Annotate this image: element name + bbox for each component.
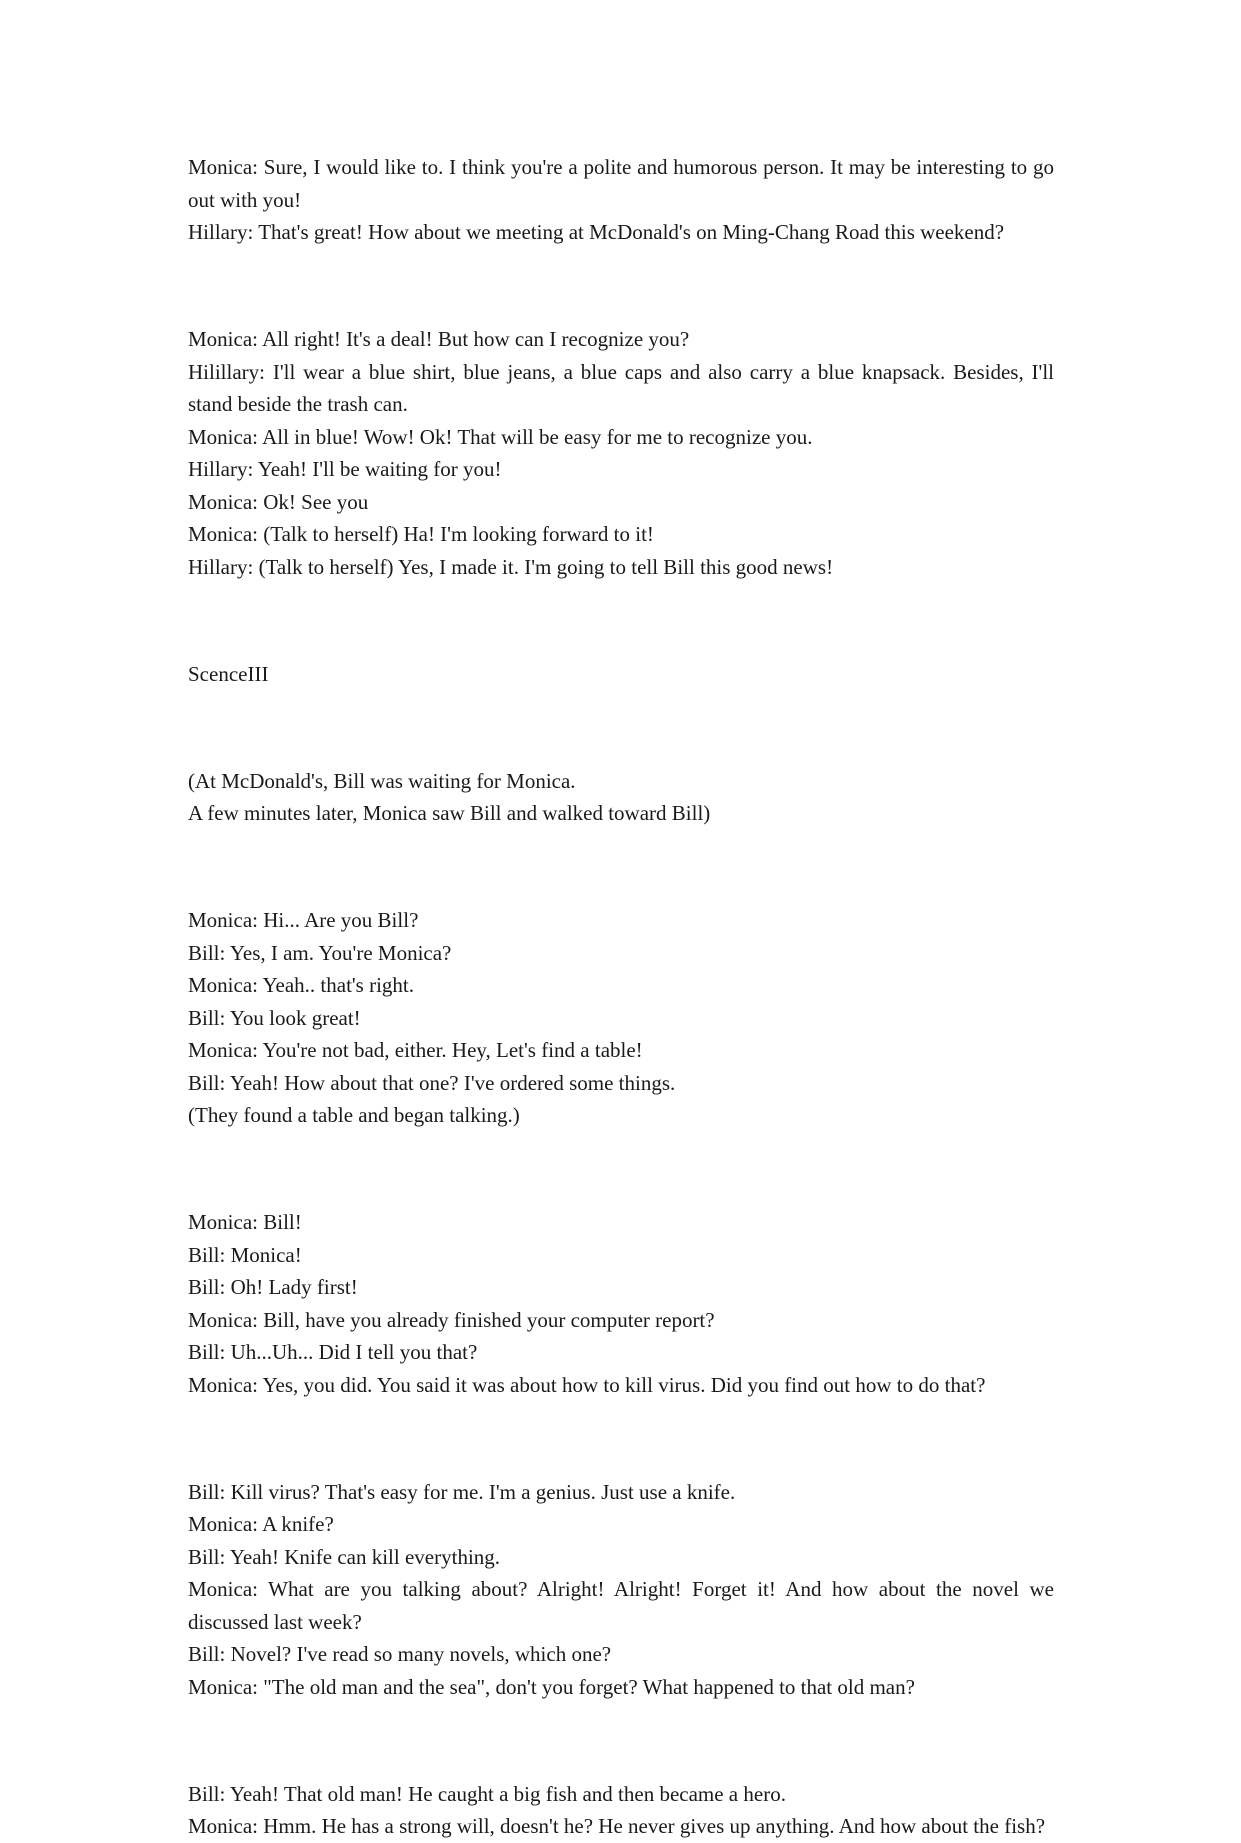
dialogue-line: Bill: You look great! [188,1005,361,1030]
dialogue-line: Monica: Hi... Are you Bill? [188,908,419,932]
dialogue-line: Monica: Yes, you did. You said it was about how to kill virus. Did you find out how to do that? [188,1372,986,1397]
dialogue-line: Monica: A knife? [188,1512,334,1536]
dialogue-line: Monica: (Talk to herself) Ha! I'm looking forward to it! [188,522,654,546]
dialogue-line: Bill: Yeah! Knife can kill everything. [188,1544,501,1569]
dialogue-line: Bill: Oh! Lady first! [188,1275,358,1299]
dialogue-line: Bill: Novel? I've read so many novels, which one? [188,1642,612,1666]
dialogue-line: Monica: All right! It's a deal! But how can I recognize you? [188,327,690,351]
dialogue-line: Hillary: That's great! How about we meeting at McDonald's on Ming-Chang Road this weekend? [188,220,1005,244]
blank-line [188,1153,1054,1186]
dialogue-line: Bill: Yeah! How about that one? I've ordered some things. [188,1070,676,1095]
dialogue-line: Monica: All in blue! Wow! Ok! That will be easy for me to recognize you. [188,424,813,449]
dialogue-line: Bill: Uh...Uh... Did I tell you that? [188,1340,478,1364]
blank-line [188,1422,1054,1455]
document-page [188,151,1054,1843]
dialogue-line: Monica: Bill, have you already finished your computer report? [188,1307,715,1332]
dialogue-line: Monica: Yeah.. that's right. [188,973,415,997]
dialogue-line: Hilillary: I'll wear a blue shirt, blue jeans, a blue caps and also carry a blue knapsack. Besides, I'll stand beside the trash can. [188,359,1054,416]
dialogue-line: A few minutes later, Monica saw Bill and walked toward Bill) [188,801,711,825]
blank-line [188,1724,1054,1757]
dialogue-line: Monica: You're not bad, either. Hey, Let's find a table! [188,1038,643,1062]
dialogue-line: Monica: Sure, I would like to. I think you're a polite and humorous person. It may be interesting to go out with you! [188,155,1054,212]
dialogue-line: Monica: Ok! See you [188,489,369,514]
blank-line [188,851,1054,884]
dialogue-line: ScenceIII [188,661,269,686]
dialogue-line: Bill: Kill virus? That's easy for me. I'm a genius. Just use a knife. [188,1479,736,1504]
dialogue-line: (They found a table and began talking.) [188,1103,520,1127]
dialogue-line: Monica: Bill! [188,1210,302,1234]
dialogue-line: Hillary: Yeah! I'll be waiting for you! [188,457,502,481]
dialogue-line: Hillary: (Talk to herself) Yes, I made it. I'm going to tell Bill this good news! [188,554,834,579]
dialogue-line: Monica: Hmm. He has a strong will, doesn't he? He never gives up anything. And how about the fish? [188,1814,1046,1838]
blank-line [188,711,1054,744]
dialogue-line: Bill: Yes, I am. You're Monica? [188,940,452,965]
dialogue-line: Bill: Monica! [188,1242,302,1267]
dialogue-line: Monica: What are you talking about? Alright! Alright! Forget it! And how about the novel we discussed last week? [188,1577,1054,1634]
dialogue-line: Monica: "The old man and the sea", don't you forget? What happened to that old man? [188,1674,915,1699]
dialogue-line: (At McDonald's, Bill was waiting for Monica. [188,768,576,793]
blank-line [188,270,1054,303]
dialogue-line: Bill: Yeah! That old man! He caught a big fish and then became a hero. [188,1781,786,1806]
blank-line [188,604,1054,637]
